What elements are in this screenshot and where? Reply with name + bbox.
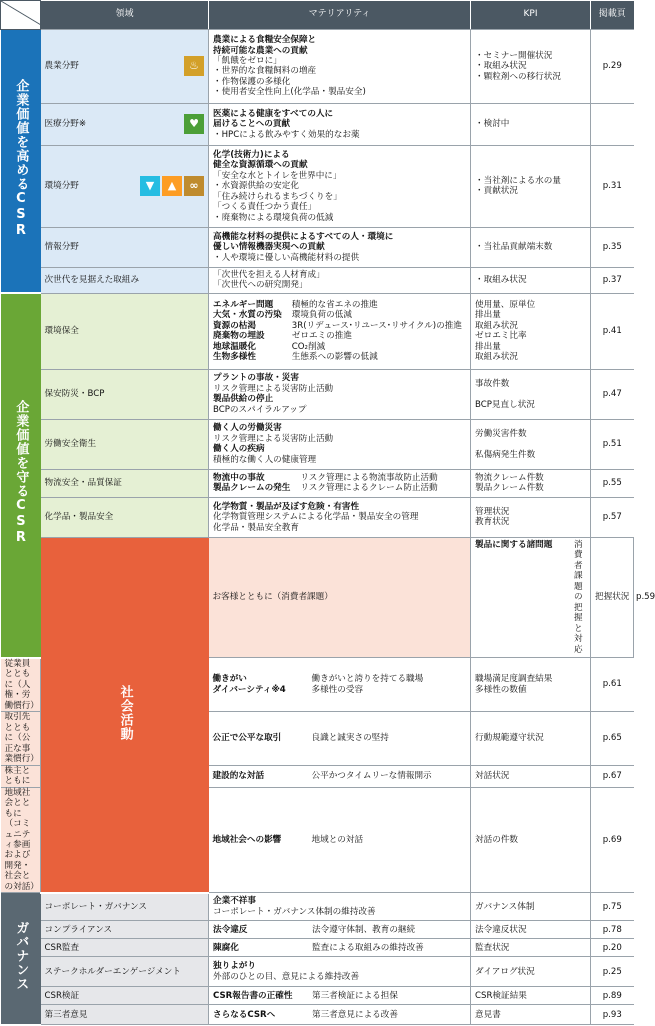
materiality-line: ・作物保護の多様化 [213, 76, 291, 87]
materiality-line: ・使用者安全性向上(化学品・製品安全) [213, 87, 366, 98]
kpi-line: 物流クレーム件数 [475, 472, 544, 483]
materiality-action: 第三者意見による改善 [312, 1009, 398, 1020]
materiality-line: 企業不祥事 [213, 896, 256, 907]
materiality-line: 製品クレームの発生 [213, 483, 291, 494]
page-ref: p.31 [591, 145, 634, 227]
materiality-cell [209, 419, 471, 469]
materiality-issue: 陳腐化 [213, 942, 239, 953]
page-ref: p.37 [591, 267, 634, 293]
page-ref: p.47 [591, 369, 634, 419]
kpi-cell [471, 1005, 591, 1025]
materiality-line: ・人や環境に優しい高機能材料の提供 [213, 252, 360, 263]
materiality-line: 環境負荷の低減 [291, 310, 352, 321]
materiality-issue: 働きがい ダイバーシティ※4 [212, 674, 286, 695]
kpi-line: 管理状況 [475, 506, 510, 517]
materiality-issue: 法令違反 [213, 924, 248, 935]
kpi-line: 取組み状況 [475, 352, 518, 363]
materiality-line: 農業による食糧安全保障と [213, 35, 317, 46]
materiality-cell [209, 987, 471, 1005]
category-label: ガバナンス [1, 893, 41, 1025]
header-materiality: マテリアリティ [209, 1, 471, 30]
materiality-line: 「飢餓をゼロに」 [213, 55, 282, 66]
kpi-line: 排出量 [475, 341, 501, 352]
materiality-line: コーポレート・ガバナンス体制の維持改善 [213, 906, 376, 917]
area-cell: お客様とともに（消費者課題） [209, 537, 471, 657]
materiality-line: 3R(リデュース･リユース･リサイクル)の推進 [291, 320, 462, 331]
kpi-cell [471, 293, 591, 369]
materiality-line: 物流中の事故 [213, 472, 265, 483]
sdg-11-sustainable-cities-icon: ▲ [162, 176, 182, 196]
kpi-cell [471, 469, 591, 497]
kpi-line: 使用量、原単位 [475, 299, 536, 310]
materiality-action: 働きがいと誇りを持てる職場 多様性の受容 [311, 674, 424, 695]
area-cell: 環境分野 ▼ ▲ ∞ [41, 145, 209, 227]
materiality-cell [209, 712, 471, 765]
area-cell: コンプライアンス [41, 921, 209, 939]
materiality-cell [209, 787, 471, 893]
page-ref: p.35 [591, 227, 634, 267]
kpi-line: ・当社品貢献端末数 [475, 242, 553, 253]
kpi-cell [471, 497, 591, 537]
table-row [1, 1005, 634, 1025]
category-label: 企業価値を守るCSR [1, 293, 41, 657]
materiality-line: 大気・水質の汚染 [213, 310, 282, 321]
page-ref: p.65 [591, 712, 634, 765]
kpi-line: 多様性の数値 [475, 684, 527, 695]
kpi-cell [471, 987, 591, 1005]
materiality-line: 廃棄物の埋設 [213, 331, 265, 342]
diagonal-divider [1, 1, 41, 25]
materiality-action: 監査による取組みの維持改善 [312, 942, 424, 953]
kpi-line: 取組み状況 [475, 320, 518, 331]
header-area: 領域 [41, 1, 209, 30]
corner-cell [1, 1, 41, 30]
page-ref: p.20 [591, 939, 634, 957]
kpi-line: ・取組み状況 [475, 61, 527, 72]
area-cell: 株主とともに [1, 765, 41, 787]
materiality-line: 化学物質・製品が及ぼす危険・有害性 [213, 501, 360, 512]
materiality-line: 製品供給の停止 [213, 394, 274, 405]
materiality-issue: 製品に関する諸問題 [475, 539, 553, 550]
materiality-line: 化学品・製品安全教育 [213, 522, 299, 533]
kpi-line: 意見書 [475, 1009, 501, 1020]
materiality-cell [209, 1005, 471, 1025]
area-cell: 従業員とともに（人権・労働慣行） [1, 658, 41, 712]
materiality-line: ゼロエミの推進 [291, 331, 352, 342]
area-cell: 環境保全 [41, 293, 209, 369]
materiality-cell [209, 497, 471, 537]
materiality-line: 独りよがり [213, 961, 256, 972]
kpi-cell [471, 267, 591, 293]
header-page: 掲載頁 [591, 1, 634, 30]
kpi-line: ・セミナー開催状況 [475, 50, 553, 61]
materiality-line: 「つくる責任つかう責任」 [213, 202, 317, 213]
page-ref [591, 103, 634, 145]
materiality-line: 化学物質管理システムによる化学品・製品安全の管理 [213, 512, 419, 523]
materiality-line: 優しい情報機器実現への貢献 [213, 242, 325, 253]
materiality-issue: さらなるCSRへ [213, 1009, 276, 1020]
materiality-issue: 建設的な対話 [212, 770, 265, 781]
area-cell: 取引先とともに（公正な事業慣行） [1, 712, 41, 765]
table-row [1, 893, 634, 921]
materiality-line: プラントの事故・災害 [213, 373, 299, 384]
kpi-line: BCP見直し状況 [475, 399, 535, 410]
kpi-line: CSR検証結果 [475, 990, 527, 1001]
kpi-line: ダイアログ状況 [475, 966, 535, 977]
table-row [1, 419, 634, 469]
materiality-line: リスク管理による災害防止活動 [213, 383, 334, 394]
kpi-cell [471, 419, 591, 469]
table-row [1, 293, 634, 369]
table-row [1, 939, 634, 957]
kpi-cell [471, 787, 591, 893]
area-cell: 化学品・製品安全 [41, 497, 209, 537]
kpi-line: 事故件数 [475, 378, 510, 389]
materiality-line: 「安全な水とトイレを世界中に」 [213, 170, 342, 181]
materiality-cell [209, 658, 471, 712]
kpi-cell [471, 658, 591, 712]
materiality-line: 健全な資源循環への貢献 [213, 160, 308, 171]
area-cell: コーポレート・ガバナンス [41, 893, 209, 921]
kpi-cell [471, 957, 591, 987]
kpi-line: 把握状況 [595, 592, 630, 603]
table-row [1, 103, 634, 145]
materiality-line: ・廃棄物による環境負荷の低減 [213, 212, 334, 223]
materiality-cell [209, 893, 471, 921]
materiality-line: ・世界的な食糧飼料の増産 [213, 66, 317, 77]
area-cell: 農業分野 ♨ [41, 29, 209, 103]
kpi-line: 排出量 [475, 310, 501, 321]
area-cell: 次世代を見据えた取組み [41, 267, 209, 293]
materiality-line: 持続可能な農業への貢献 [213, 45, 308, 56]
category-label: 企業価値を高めるCSR [1, 29, 41, 293]
kpi-cell [471, 145, 591, 227]
table-row: 社会活動 お客様とともに（消費者課題） 製品に関する諸問題 消費者課題の把握と対応 把握状況 p.59 [1, 537, 634, 657]
kpi-line: 労働災害件数 [475, 428, 527, 439]
materiality-action: 消費者課題の把握と対応 [574, 539, 583, 655]
materiality-cell [209, 103, 471, 145]
page-ref: p.69 [591, 787, 634, 893]
table-row [1, 227, 634, 267]
sdg-12-responsible-consumption-icon: ∞ [184, 176, 204, 196]
table-row [1, 267, 634, 293]
kpi-cell [471, 921, 591, 939]
materiality-line: 働く人の労働災害 [213, 423, 282, 434]
table-row [1, 145, 634, 227]
materiality-line: 生物多様性 [213, 352, 256, 363]
area-cell: CSR監査 [41, 939, 209, 957]
area-cell: CSR検証 [41, 987, 209, 1005]
materiality-line: 外部のひとの目、意見による維持改善 [213, 971, 360, 982]
materiality-line: BCPのスパイラルアップ [213, 404, 307, 415]
materiality-line: リスク管理による災害防止活動 [213, 433, 334, 444]
materiality-line: 積極的な働く人の健康管理 [213, 454, 317, 465]
kpi-line: 監査状況 [475, 942, 510, 953]
materiality-line: ・水資源供給の安定化 [213, 181, 299, 192]
kpi-cell [471, 765, 591, 787]
sdg-2-zero-hunger-icon: ♨ [184, 56, 204, 76]
materiality-line: 届けることへの貢献 [213, 119, 291, 130]
page-ref: p.57 [591, 497, 634, 537]
materiality-line: 働く人の疾病 [213, 444, 265, 455]
materiality-line: リスク管理による物流事故防止活動 [300, 472, 438, 483]
page-ref: p.78 [591, 921, 634, 939]
materiality-line: 地球温暖化 [213, 341, 256, 352]
page-ref: p.67 [591, 765, 634, 787]
table-row [1, 957, 634, 987]
area-cell: 第三者意見 [41, 1005, 209, 1025]
materiality-line: リスク管理によるクレーム防止活動 [300, 483, 438, 494]
materiality-line: 生態系への影響の低減 [291, 352, 378, 363]
materiality-line: 積極的な省エネの推進 [291, 299, 378, 310]
materiality-line: 「次世代を担える人材育成」 [213, 269, 325, 280]
materiality-line: 化学(技術力)による [213, 149, 290, 160]
area-cell: 地域社会とともに（コミュニティ参画および開発・社会との対話） [1, 787, 41, 893]
area-cell: 労働安全衛生 [41, 419, 209, 469]
kpi-line: 製品クレーム件数 [475, 483, 544, 494]
page-ref: p.25 [591, 957, 634, 987]
kpi-cell [591, 537, 634, 657]
materiality-action: 法令遵守体制、教育の継続 [312, 924, 416, 935]
kpi-line: 対話状況 [475, 770, 510, 781]
table-row [1, 369, 634, 419]
kpi-cell [471, 712, 591, 765]
page-ref: p.75 [591, 893, 634, 921]
kpi-line: ・当社剤による水の量 [475, 175, 561, 186]
materiality-cell [209, 145, 471, 227]
table-row [1, 29, 634, 103]
materiality-action: 第三者検証による担保 [312, 990, 398, 1001]
kpi-cell [471, 893, 591, 921]
page-ref: p.55 [591, 469, 634, 497]
kpi-line: 私傷病発生件数 [475, 449, 536, 460]
kpi-line: ・貢献状況 [475, 186, 518, 197]
page-ref: p.51 [591, 419, 634, 469]
header-kpi: KPI [471, 1, 591, 30]
materiality-cell [209, 227, 471, 267]
materiality-cell [209, 939, 471, 957]
materiality-cell [209, 469, 471, 497]
materiality-cell [209, 921, 471, 939]
materiality-cell [471, 537, 591, 657]
table-row [1, 497, 634, 537]
materiality-line: エネルギー問題 [213, 299, 274, 310]
kpi-line: ・検討中 [475, 119, 510, 130]
materiality-cell [209, 765, 471, 787]
page-ref: p.29 [591, 29, 634, 103]
table-row [1, 469, 634, 497]
kpi-cell [471, 939, 591, 957]
materiality-cell [209, 369, 471, 419]
kpi-line: ・顆粒剤への移行状況 [475, 71, 561, 82]
area-cell: ステークホルダーエンゲージメント [41, 957, 209, 987]
page-ref: p.61 [591, 658, 634, 712]
materiality-line: 高機能な材料の提供によるすべての人・環境に [213, 231, 394, 242]
materiality-issue: 公正で公平な取引 [212, 733, 282, 744]
materiality-cell [209, 957, 471, 987]
kpi-cell [471, 369, 591, 419]
materiality-line: 資源の枯渇 [213, 320, 256, 331]
sdg-6-clean-water-icon: ▼ [140, 176, 160, 196]
area-cell: 保安防災・BCP [41, 369, 209, 419]
area-cell: 情報分野 [41, 227, 209, 267]
kpi-line: 対話の件数 [475, 834, 518, 845]
kpi-line: ・取組み状況 [475, 275, 527, 286]
materiality-action: 公平かつタイムリーな情報開示 [311, 770, 432, 781]
kpi-line: ゼロエミ比率 [475, 331, 527, 342]
kpi-line: 法令違反状況 [475, 924, 527, 935]
area-cell: 物流安全・品質保証 [41, 469, 209, 497]
table-row [1, 921, 634, 939]
page-ref: p.41 [591, 293, 634, 369]
materiality-action: 良識と誠実さの堅持 [311, 733, 389, 744]
kpi-cell [471, 227, 591, 267]
sdg-3-good-health-icon: ♥ [184, 114, 204, 134]
materiality-line: 「住み続けられるまちづくりを」 [213, 191, 342, 202]
materiality-cell [209, 29, 471, 103]
kpi-line: 職場満足度調査結果 [475, 674, 553, 685]
materiality-cell [209, 293, 471, 369]
kpi-cell [471, 29, 591, 103]
page-ref: p.89 [591, 987, 634, 1005]
kpi-line: ガバナンス体制 [475, 901, 535, 912]
materiality-action: 地域との対話 [311, 834, 364, 845]
materiality-line: ・HPCによる飲みやすく効果的なお薬 [213, 129, 360, 140]
kpi-line: 行動規範遵守状況 [475, 733, 544, 744]
kpi-cell [471, 103, 591, 145]
materiality-line: CO₂削減 [291, 341, 326, 352]
kpi-line: 教育状況 [475, 517, 510, 528]
page-ref: p.93 [591, 1005, 634, 1025]
area-cell: 医療分野※ ♥ [41, 103, 209, 145]
materiality-issue: CSR報告書の正確性 [213, 990, 293, 1001]
table-row [1, 987, 634, 1005]
category-label: 社会活動 [41, 537, 209, 892]
materiality-line: 医薬による健康をすべての人に [213, 108, 334, 119]
materiality-cell [209, 267, 471, 293]
materiality-issue: 地域社会への影響 [212, 834, 282, 845]
materiality-line: 「次世代への研究開発」 [213, 280, 308, 291]
